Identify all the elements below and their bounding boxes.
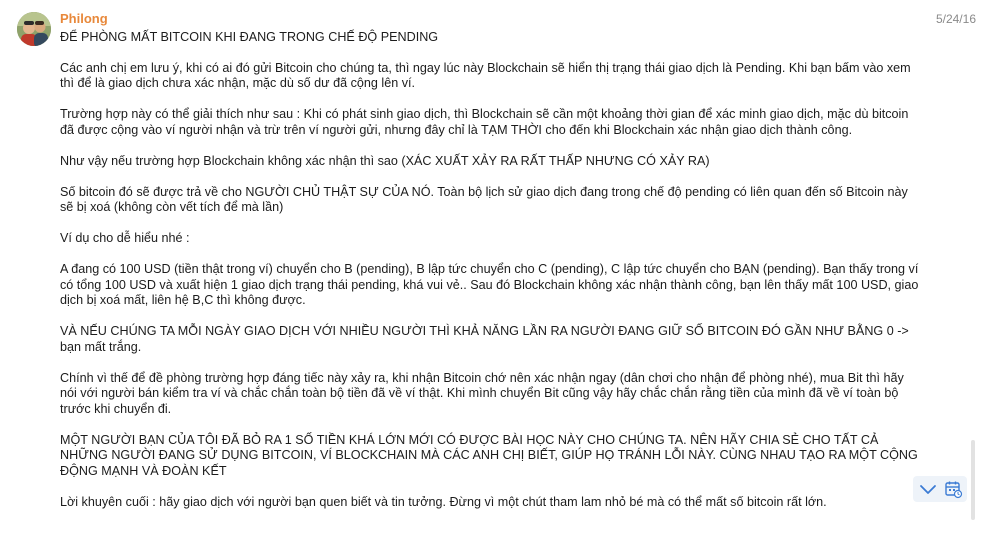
message-paragraph: Số bitcoin đó sẽ được trả về cho NGƯỜI CHỦ THẬT SỰ CỦA NÓ. Toàn bộ lịch sử giao dịch đang trong chế độ pending có liên quan đến số Bitcoin này sẽ bị xoá (không còn vết tích để mà lần)	[60, 184, 908, 214]
avatar[interactable]	[17, 12, 51, 46]
message-title: ĐỂ PHÒNG MẤT BITCOIN KHI ĐANG TRONG CHẾ ĐỘ PENDING	[60, 30, 439, 44]
message-body	[60, 30, 920, 510]
chevron-down-icon[interactable]	[917, 479, 939, 499]
message-paragraph: A đang có 100 USD (tiền thật trong ví) chuyển cho B (pending), B lập tức chuyển cho C (pending), C lập tức chuyển cho BẠN (pending). Bạn thấy trong ví có tổng 100 USD và xuất hiện 1 giao dịch trạng thái pending, khá vui vẻ.. Sau đó Blockchain không xác nhận thành công, bạn lên thấy mất 100 USD, giao dịch bị xoá mất, liên hệ B,C thì không được.	[60, 262, 919, 307]
avatar-photo	[17, 12, 51, 46]
message-tools	[913, 476, 967, 502]
message-paragraph: Như vậy nếu trường hợp Blockchain không xác nhận thì sao (XÁC XUẤT XẢY RA RẤT THẤP NHƯNG CÓ XẢY RA)	[60, 153, 710, 168]
message-paragraph: Các anh chị em lưu ý, khi có ai đó gửi Bitcoin cho chúng ta, thì ngay lúc này Blockchain sẽ hiển thị trạng thái giao dịch là Pending. Khi bạn bấm vào xem thì để là giao dịch chưa xác nhận, mặc dù số dư đã cộng lên ví.	[60, 60, 911, 90]
message-paragraph: Lời khuyên cuối : hãy giao dịch với người bạn quen biết và tin tưởng. Đừng vì một chút tham lam nhỏ bé mà có thể mất số bitcoin rất lớn.	[60, 494, 827, 509]
message-paragraph: MỘT NGƯỜI BẠN CỦA TÔI ĐÃ BỎ RA 1 SỐ TIỀN KHÁ LỚN MỚI CÓ ĐƯỢC BÀI HỌC NÀY CHO CHÚNG TA. NÊN HÃY CHIA SẺ CHO TẤT CẢ NHỮNG NGƯỜI ĐANG SỬ DỤNG BITCOIN, VÍ BLOCKCHAIN MÀ CÁC ANH CHỊ BIẾT, GIÚP HỌ TRÁNH LỖI NÀY. CÙNG NHAU TẠO RA MỘT CỘNG ĐỘNG MẠNH VÀ ĐOÀN KẾT	[60, 432, 918, 478]
sender-name[interactable]: Philong	[60, 11, 108, 26]
message-date: 5/24/16	[935, 12, 976, 26]
message-paragraph: VÀ NẾU CHÚNG TA MỖI NGÀY GIAO DỊCH VỚI NHIỀU NGƯỜI THÌ KHẢ NĂNG LẦN RA NGƯỜI ĐANG GIỮ SỐ BITCOIN ĐÓ GẦN NHƯ BẰNG 0 -> bạn mất trắng.	[60, 324, 909, 354]
calendar-icon[interactable]	[942, 479, 964, 499]
message-paragraph: Ví dụ cho dễ hiểu nhé :	[60, 231, 190, 245]
scrollbar[interactable]	[970, 440, 976, 520]
message-paragraph: Chính vì thế để đề phòng trường hợp đáng tiếc này xảy ra, khi nhận Bitcoin chớ nên xác nhận ngay (dân chơi cho nhận để phòng nhé), mua Bit thì hãy nói với người bán kiểm tra ví và chắc chắn toàn bộ tiền đã về ví thật. Khi mình chuyển Bit cũng vậy hãy chắc chắn rằng tiền của mình đã về ví toàn bộ trước khi chuyển đi.	[60, 370, 904, 416]
message-paragraph: Trường hợp này có thể giải thích như sau : Khi có phát sinh giao dịch, thì Blockchain sẽ cần một khoảng thời gian để xác minh giao dịch, mặc dù bitcoin đã được cộng vào ví người nhận và trừ trên ví người gửi, nhưng đây chỉ là TẠM THỜI cho đến khi Blockchain xác nhận giao dịch thành công.	[60, 107, 909, 137]
